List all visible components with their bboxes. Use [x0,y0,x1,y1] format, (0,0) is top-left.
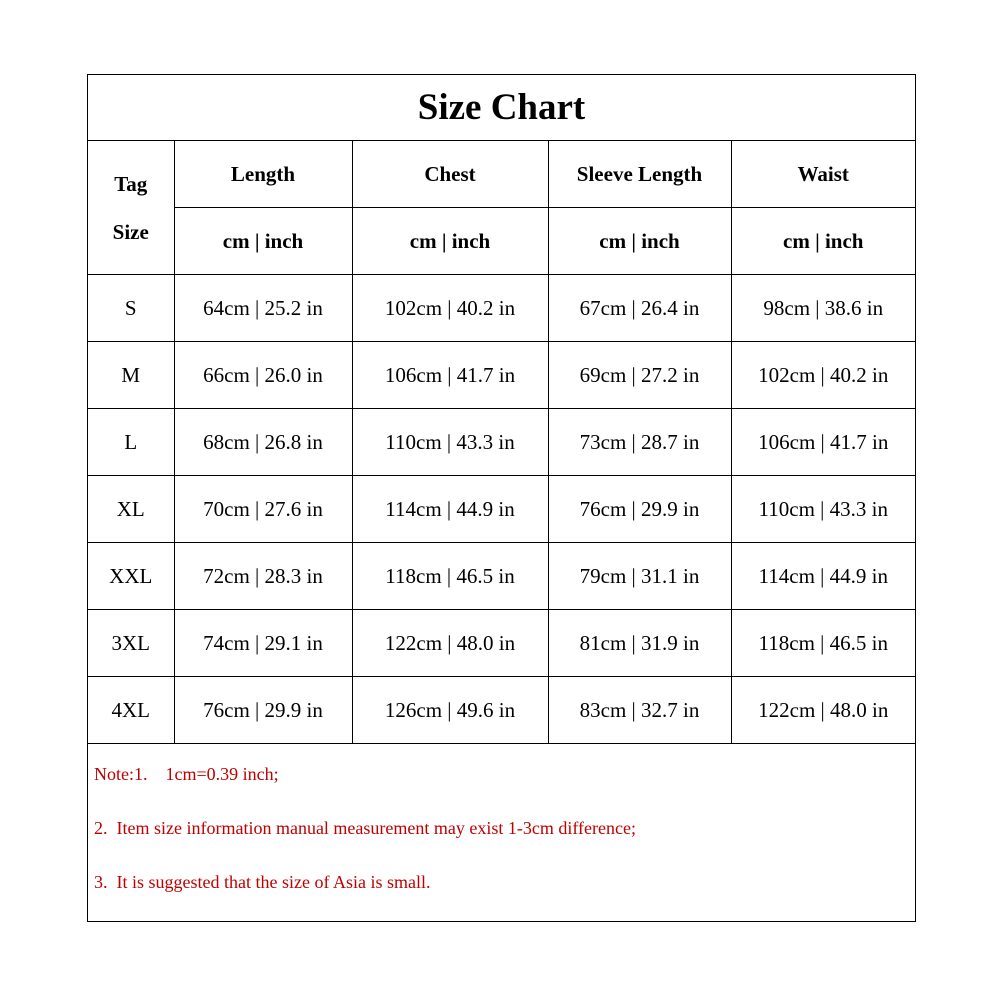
sleeve-length-cell: 73cm | 28.7 in [548,409,731,476]
waist-cell: 114cm | 44.9 in [731,543,915,610]
chest-cell: 102cm | 40.2 in [352,275,548,342]
column-header-sleeve-length: Sleeve Length [548,141,731,208]
size-cell: S [88,275,174,342]
size-cell: 3XL [88,610,174,677]
length-cell: 74cm | 29.1 in [174,610,352,677]
size-cell: XXL [88,543,174,610]
size-cell: L [88,409,174,476]
unit-label-sleeve-length: cm | inch [548,208,731,275]
column-header-length: Length [174,141,352,208]
unit-label-waist: cm | inch [731,208,915,275]
header-row [88,141,915,208]
size-chart [87,74,916,922]
chest-cell: 110cm | 43.3 in [352,409,548,476]
column-header-chest: Chest [352,141,548,208]
length-cell: 70cm | 27.6 in [174,476,352,543]
tag-size-label-line1: Tag [114,171,148,196]
size-cell: M [88,342,174,409]
table-row [88,342,915,409]
length-cell: 72cm | 28.3 in [174,543,352,610]
waist-cell: 122cm | 48.0 in [731,677,915,744]
table-row [88,677,915,744]
unit-label-chest: cm | inch [352,208,548,275]
table-row [88,543,915,610]
tag-size-header [88,141,174,275]
sleeve-length-cell: 81cm | 31.9 in [548,610,731,677]
chart-title: Size Chart [88,75,915,141]
sleeve-length-cell: 69cm | 27.2 in [548,342,731,409]
chest-cell: 114cm | 44.9 in [352,476,548,543]
chest-cell: 118cm | 46.5 in [352,543,548,610]
sleeve-length-cell: 76cm | 29.9 in [548,476,731,543]
waist-cell: 118cm | 46.5 in [731,610,915,677]
notes-section [88,744,915,926]
waist-cell: 102cm | 40.2 in [731,342,915,409]
waist-cell: 106cm | 41.7 in [731,409,915,476]
length-cell: 68cm | 26.8 in [174,409,352,476]
size-cell: 4XL [88,677,174,744]
size-table [88,141,915,744]
length-cell: 66cm | 26.0 in [174,342,352,409]
chest-cell: 106cm | 41.7 in [352,342,548,409]
size-cell: XL [88,476,174,543]
sleeve-length-cell: 83cm | 32.7 in [548,677,731,744]
note-line-2: 2. Item size information manual measurement may exist 1-3cm difference; [94,818,636,838]
table-row [88,476,915,543]
sleeve-length-cell: 79cm | 31.1 in [548,543,731,610]
tag-size-label-line2: Size [112,219,149,244]
table-row [88,409,915,476]
note-line-1: Note:1. 1cm=0.39 inch; [94,764,279,784]
table-row [88,275,915,342]
unit-row [88,208,915,275]
length-cell: 76cm | 29.9 in [174,677,352,744]
chest-cell: 126cm | 49.6 in [352,677,548,744]
chest-cell: 122cm | 48.0 in [352,610,548,677]
table-row [88,610,915,677]
column-header-waist: Waist [731,141,915,208]
unit-label-length: cm | inch [174,208,352,275]
note-line-3: 3. It is suggested that the size of Asia is small. [94,872,431,892]
waist-cell: 98cm | 38.6 in [731,275,915,342]
length-cell: 64cm | 25.2 in [174,275,352,342]
waist-cell: 110cm | 43.3 in [731,476,915,543]
sleeve-length-cell: 67cm | 26.4 in [548,275,731,342]
